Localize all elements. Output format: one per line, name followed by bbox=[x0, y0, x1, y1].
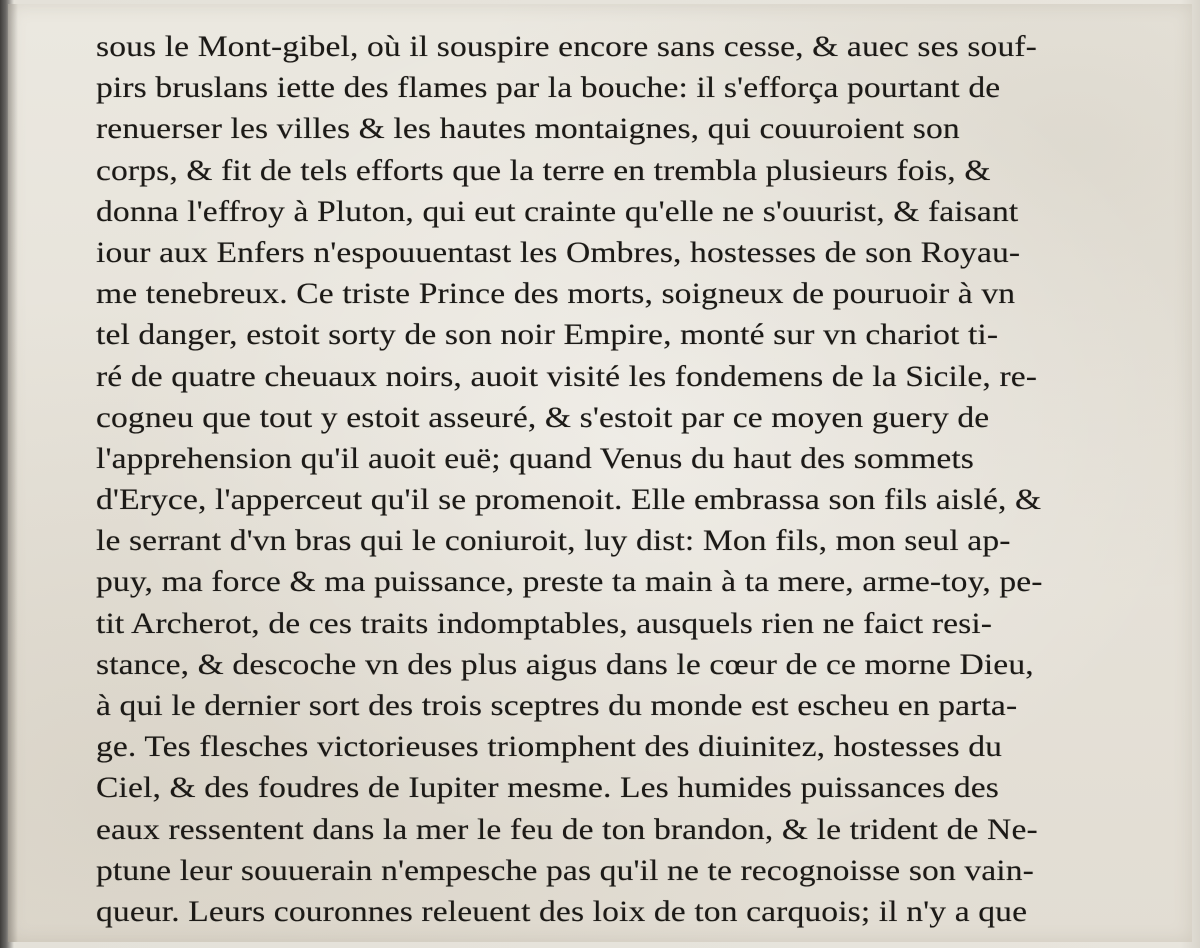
text-line: corps, & fit de tels efforts que la terre en trembla plusieurs fois, & bbox=[96, 153, 991, 187]
text-line: me tenebreux. Ce triste Prince des morts, soigneux de pouruoir à vn bbox=[96, 277, 1016, 311]
text-line: le serrant d'vn bras qui le coniuroit, luy dist: Mon fils, mon seul ap- bbox=[96, 524, 1011, 558]
text-line: donna l'effroy à Pluton, qui eut crainte qu'elle ne s'ouurist, & faisant bbox=[96, 194, 1019, 228]
text-line: queur. Leurs couronnes releuent des loix de ton carquois; il n'y a que bbox=[96, 894, 1028, 928]
text-line: puy, ma force & ma puissance, preste ta main à ta mere, arme-toy, pe- bbox=[96, 565, 1043, 599]
text-line: pirs bruslans iette des flames par la bouche: il s'efforça pourtant de bbox=[96, 71, 1001, 105]
text-line: stance, & descoche vn des plus aigus dans le cœur de ce morne Dieu, bbox=[96, 647, 1034, 681]
text-line: eaux ressentent dans la mer le feu de ton brandon, & le trident de Ne- bbox=[96, 812, 1038, 846]
text-line: sous le Mont-gibel, où il souspire encore sans cesse, & auec ses souf- bbox=[96, 30, 1037, 63]
text-line: tit Archerot, de ces traits indomptables, ausquels rien ne faict resi- bbox=[96, 606, 993, 640]
text-line: Ciel, & des foudres de Iupiter mesme. Les humides puissances des bbox=[96, 771, 999, 805]
page-edge-shadow bbox=[8, 4, 18, 942]
text-line: tel danger, estoit sorty de son noir Empire, monté sur vn chariot ti- bbox=[96, 318, 999, 352]
text-line: d'Eryce, l'apperceut qu'il se promenoit. Elle embrassa son fils aislé, & bbox=[96, 483, 1042, 517]
book-page bbox=[8, 4, 1192, 942]
text-line: à qui le dernier sort des trois sceptres du monde est escheu en parta- bbox=[96, 689, 1018, 722]
text-line: ge. Tes flesches victorieuses triomphent des diuinitez, hostesses du bbox=[96, 730, 1003, 764]
text-line: iour aux Enfers n'espouuentast les Ombres, hostesses de son Royau- bbox=[96, 235, 1021, 269]
text-line: cogneu que tout y estoit asseuré, & s'estoit par ce moyen guery de bbox=[96, 400, 990, 434]
text-line: ptune leur souuerain n'empesche pas qu'il ne te recognoisse son vain- bbox=[96, 853, 1034, 887]
text-line: renuerser les villes & les hautes montaignes, qui couuroient son bbox=[96, 112, 960, 146]
text-line: l'apprehension qu'il auoit euë; quand Venus du haut des sommets bbox=[96, 441, 975, 475]
page-text-block bbox=[96, 26, 1080, 932]
text-line: ré de quatre cheuaux noirs, auoit visité les fondemens de la Sicile, re- bbox=[96, 359, 1038, 393]
